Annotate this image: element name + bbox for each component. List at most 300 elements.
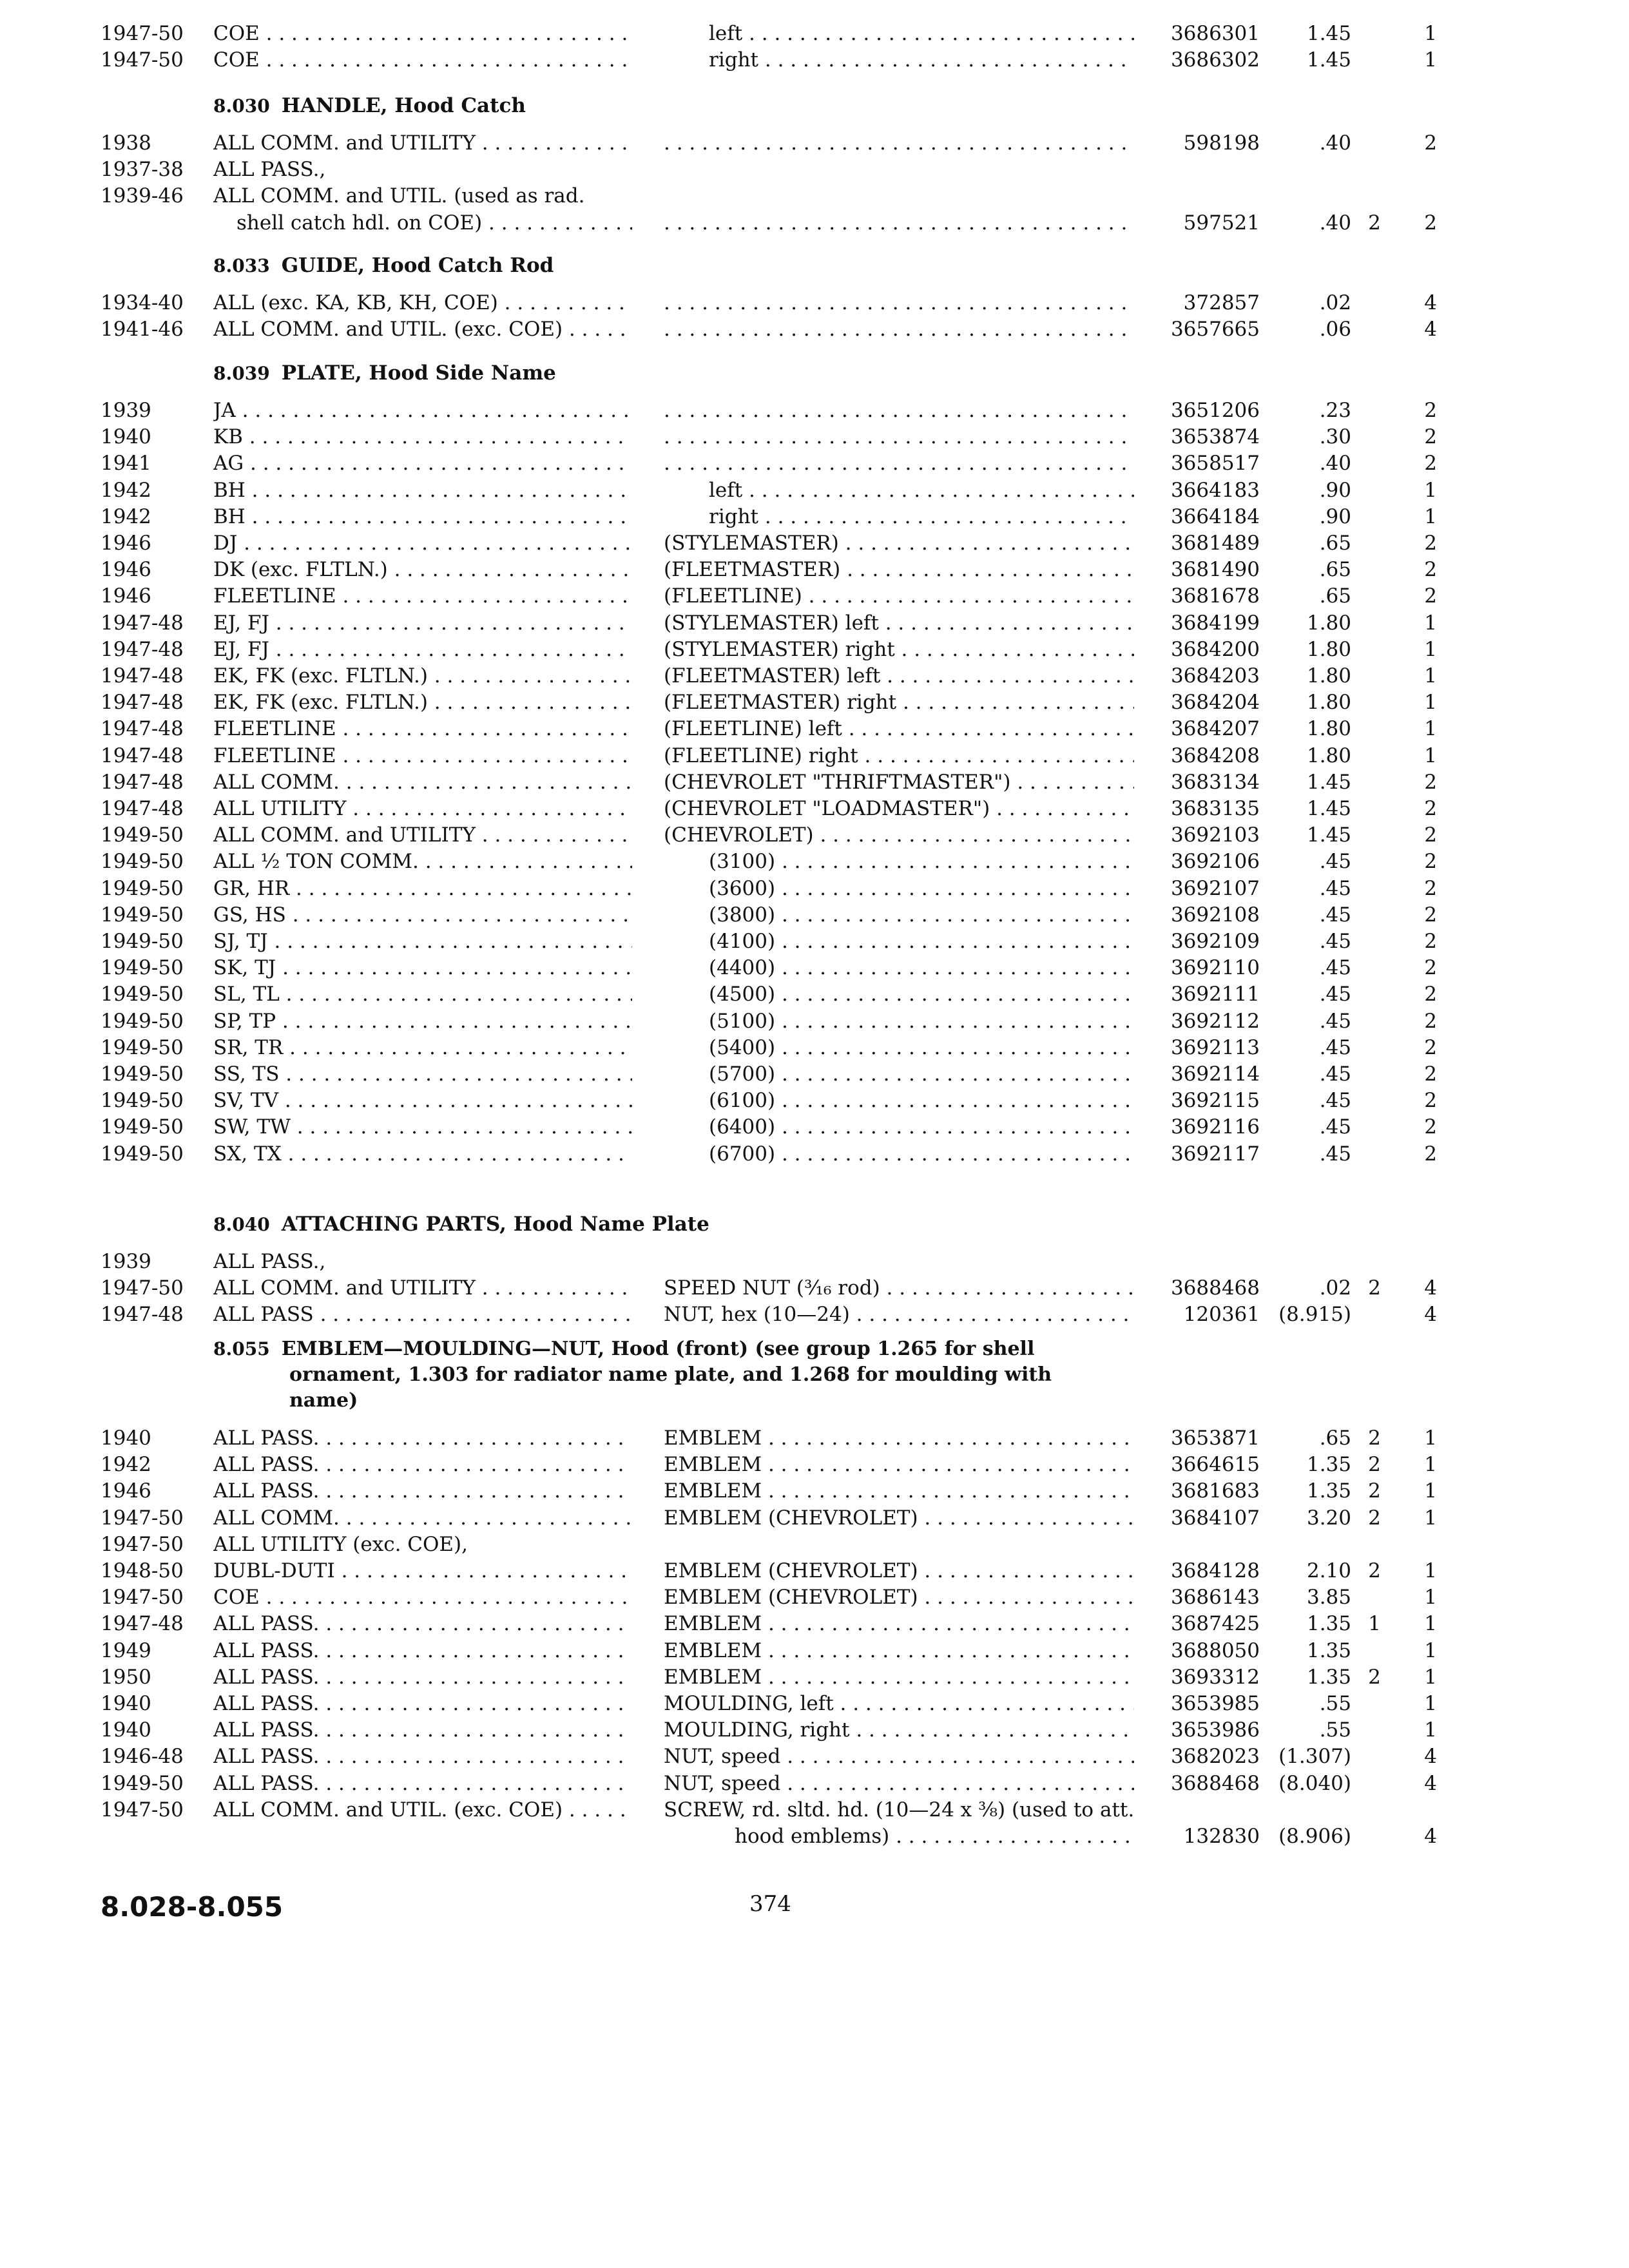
quantity-b: 1 [1424, 1479, 1437, 1503]
model-text: ALL COMM. and UTILITY [213, 131, 476, 155]
description-text: MOULDING, right [664, 1718, 850, 1742]
description-cell [664, 847, 1134, 876]
description-text: NUT, speed [664, 1772, 781, 1795]
parts-row [0, 609, 1629, 637]
model-cell [213, 582, 632, 610]
part-number: 3682023 [1170, 1745, 1260, 1768]
part-number: 3692111 [1170, 983, 1260, 1006]
description-cell [664, 209, 1134, 237]
description-cell [664, 1583, 1134, 1611]
part-number: 132830 [1183, 1825, 1260, 1848]
quantity-a: 2 [1368, 1427, 1381, 1450]
quantity-a: 2 [1368, 1453, 1381, 1476]
part-number: 3683134 [1170, 771, 1260, 794]
list-price: .40 [1319, 131, 1351, 155]
model-text: FLEETLINE [213, 584, 336, 608]
parts-row [0, 954, 1629, 982]
quantity-b: 4 [1424, 1825, 1437, 1848]
model-cell [213, 1583, 632, 1611]
quantity-b: 2 [1424, 131, 1437, 155]
description-cell [664, 46, 1134, 74]
parts-row [0, 46, 1629, 74]
year-cell: 1949-50 [101, 1089, 184, 1112]
quantity-b: 1 [1424, 1559, 1437, 1582]
description-text: NUT, speed [664, 1745, 781, 1768]
part-number: 3688050 [1170, 1639, 1260, 1662]
list-price: 1.80 [1306, 691, 1351, 714]
description-text: (6700) [709, 1142, 776, 1166]
quantity-b: 2 [1424, 584, 1437, 608]
quantity-b: 2 [1424, 823, 1437, 847]
part-number: 3692103 [1170, 823, 1260, 847]
model-cell [213, 209, 632, 237]
model-text: SX, TX [213, 1142, 282, 1166]
description-text: (FLEETLINE) right [664, 744, 858, 767]
part-number: 3692115 [1170, 1089, 1260, 1112]
list-price: .45 [1319, 956, 1351, 979]
model-cell [213, 742, 632, 770]
year-cell: 1949-50 [101, 1772, 184, 1795]
section-number: 8.039 [213, 363, 270, 384]
model-text: ALL PASS. [213, 1427, 320, 1450]
part-number: 597521 [1183, 211, 1260, 235]
list-price: .45 [1319, 930, 1351, 953]
parts-row [0, 1557, 1629, 1585]
year-cell: 1946-48 [101, 1745, 184, 1768]
model-cell [213, 1033, 632, 1062]
year-cell: 1947-48 [101, 1612, 184, 1635]
parts-row [0, 742, 1629, 770]
parts-row [0, 1530, 1629, 1559]
parts-row [0, 1086, 1629, 1115]
year-cell: 1946 [101, 532, 151, 555]
section-number: 8.030 [213, 95, 270, 117]
list-price: .06 [1319, 318, 1351, 341]
description-cell [664, 1822, 1134, 1850]
parts-row [0, 1033, 1629, 1062]
quantity-b: 2 [1424, 850, 1437, 873]
model-text: ALL PASS., [213, 158, 326, 181]
model-text: DJ [213, 532, 238, 555]
model-text: FLEETLINE [213, 744, 336, 767]
description-text: (4100) [709, 930, 776, 953]
year-cell: 1947-50 [101, 48, 184, 72]
list-price: 1.35 [1306, 1453, 1351, 1476]
description-cell [664, 794, 1134, 823]
year-cell: 1940 [101, 1718, 151, 1742]
parts-row [0, 423, 1629, 451]
description-cell [664, 529, 1134, 557]
year-cell: 1940 [101, 425, 151, 448]
list-price: .90 [1319, 505, 1351, 528]
section-title: PLATE, Hood Side Name [281, 361, 556, 385]
model-cell [213, 1140, 632, 1168]
part-number: 3651206 [1170, 399, 1260, 422]
quantity-b: 2 [1424, 930, 1437, 953]
part-number: 3692107 [1170, 877, 1260, 900]
model-cell [213, 1663, 632, 1691]
description-cell [664, 954, 1134, 982]
model-text: ALL PASS. [213, 1612, 320, 1635]
parts-row [0, 209, 1629, 237]
model-cell [213, 46, 632, 74]
parts-row [0, 1583, 1629, 1611]
part-number: 3664183 [1170, 479, 1260, 502]
year-cell: 1949-50 [101, 983, 184, 1006]
parts-row [0, 821, 1629, 849]
list-price: .65 [1319, 584, 1351, 608]
section-number: 8.040 [213, 1214, 270, 1235]
model-text: ALL PASS. [213, 1479, 320, 1503]
model-cell [213, 1086, 632, 1115]
year-cell: 1947-50 [101, 1798, 184, 1821]
year-cell: 1946 [101, 1479, 151, 1503]
part-number: 3692113 [1170, 1036, 1260, 1059]
year-cell: 1949-50 [101, 850, 184, 873]
year-cell: 1939 [101, 1250, 151, 1273]
year-cell: 1946 [101, 558, 151, 581]
quantity-b: 2 [1424, 1010, 1437, 1033]
part-number: 3687425 [1170, 1612, 1260, 1635]
section-title-cont: ornament, 1.303 for radiator name plate, and 1.268 for moulding with [289, 1363, 1052, 1386]
description-cell [664, 1033, 1134, 1062]
description-cell [664, 1300, 1134, 1329]
quantity-b: 1 [1424, 22, 1437, 45]
description-cell [664, 1113, 1134, 1141]
description-text: (FLEETLINE) [664, 584, 802, 608]
model-text: ALL (exc. KA, KB, KH, COE) [213, 291, 498, 314]
part-number: 3653874 [1170, 425, 1260, 448]
model-text: ALL PASS. [213, 1692, 320, 1715]
section-number: 8.055 [213, 1338, 270, 1360]
description-text: (STYLEMASTER) left [664, 611, 879, 635]
description-cell [664, 1274, 1134, 1302]
model-text: COE [213, 1586, 260, 1609]
part-number: 3653985 [1170, 1692, 1260, 1715]
model-text: ALL PASS. [213, 1772, 320, 1795]
model-text: ALL COMM. [213, 771, 340, 794]
description-cell [664, 1086, 1134, 1115]
description-cell [664, 1557, 1134, 1585]
model-cell [213, 821, 632, 849]
quantity-a: 2 [1368, 1506, 1381, 1530]
model-cell [213, 1610, 632, 1638]
section-title: ATTACHING PARTS, Hood Name Plate [281, 1213, 709, 1236]
model-text: ALL PASS. [213, 1718, 320, 1742]
parts-row [0, 155, 1629, 184]
description-text: SPEED NUT (³⁄₁₆ rod) [664, 1276, 880, 1300]
description-cell [664, 768, 1134, 796]
description-text: SCREW, rd. sltd. hd. (10—24 x ³⁄₈) (used to att. [664, 1798, 1134, 1821]
parts-row [0, 662, 1629, 690]
description-text: EMBLEM [664, 1453, 762, 1476]
model-text: ALL PASS. [213, 1666, 320, 1689]
year-cell: 1949-50 [101, 1115, 184, 1139]
description-text: EMBLEM [664, 1639, 762, 1662]
model-text: EJ, FJ [213, 611, 269, 635]
list-price: .45 [1319, 1036, 1351, 1059]
model-text: AG [213, 452, 244, 475]
description-text: hood emblems) [735, 1825, 890, 1848]
model-cell [213, 449, 632, 477]
parts-row [0, 1796, 1629, 1824]
model-cell [213, 1637, 632, 1665]
parts-row [0, 1610, 1629, 1638]
quantity-b: 2 [1424, 771, 1437, 794]
part-number: 3686302 [1170, 48, 1260, 72]
description-cell [664, 1504, 1134, 1532]
year-cell: 1941 [101, 452, 151, 475]
year-cell: 1949-50 [101, 1036, 184, 1059]
year-cell: 1949-50 [101, 1142, 184, 1166]
parts-row [0, 503, 1629, 531]
parts-row [0, 476, 1629, 505]
description-text: left [709, 479, 743, 502]
parts-row [0, 1274, 1629, 1302]
description-cell [664, 1663, 1134, 1691]
parts-row [0, 289, 1629, 317]
list-price: (8.915) [1278, 1303, 1351, 1326]
model-text: ALL COMM. and UTIL. (exc. COE) [213, 318, 563, 341]
description-cell [664, 1742, 1134, 1771]
part-number: 3692106 [1170, 850, 1260, 873]
list-price: (8.040) [1278, 1772, 1351, 1795]
description-cell [664, 582, 1134, 610]
quantity-a: 2 [1368, 1559, 1381, 1582]
parts-row [0, 1663, 1629, 1691]
parts-row [0, 1450, 1629, 1479]
model-cell [213, 315, 632, 343]
year-cell: 1947-48 [101, 611, 184, 635]
part-number: 3684199 [1170, 611, 1260, 635]
part-number: 3692110 [1170, 956, 1260, 979]
model-text: BH [213, 479, 246, 502]
year-cell: 1949-50 [101, 877, 184, 900]
quantity-b: 2 [1424, 1089, 1437, 1112]
quantity-b: 2 [1424, 558, 1437, 581]
model-cell [213, 847, 632, 876]
quantity-b: 2 [1424, 956, 1437, 979]
list-price: (1.307) [1278, 1745, 1351, 1768]
list-price: .45 [1319, 1115, 1351, 1139]
part-number: 3692114 [1170, 1062, 1260, 1086]
section-title: HANDLE, Hood Catch [281, 94, 526, 117]
model-cell [213, 1113, 632, 1141]
model-text: DK (exc. FLTLN.) [213, 558, 388, 581]
description-text: (STYLEMASTER) [664, 532, 839, 555]
year-cell: 1949-50 [101, 1010, 184, 1033]
parts-row [0, 635, 1629, 664]
model-text: ALL UTILITY [213, 797, 347, 820]
description-cell [664, 423, 1134, 451]
part-number: 3681683 [1170, 1479, 1260, 1503]
model-cell [213, 980, 632, 1008]
year-cell: 1947-50 [101, 1533, 184, 1556]
model-cell [213, 1300, 632, 1329]
list-price: 1.45 [1306, 48, 1351, 72]
part-number: 3686301 [1170, 22, 1260, 45]
quantity-b: 1 [1424, 611, 1437, 635]
list-price: .02 [1319, 291, 1351, 314]
parts-row [0, 847, 1629, 876]
model-cell [213, 1450, 632, 1479]
description-cell [664, 927, 1134, 956]
section-title: EMBLEM—MOULDING—NUT, Hood (front) (see group 1.265 for shell [281, 1338, 1035, 1360]
quantity-b: 2 [1424, 452, 1437, 475]
description-text: (CHEVROLET "THRIFTMASTER") [664, 771, 1011, 794]
parts-row [0, 529, 1629, 557]
description-cell [664, 476, 1134, 505]
model-text: GS, HS [213, 903, 286, 927]
section-heading [213, 1336, 1141, 1414]
quantity-b: 4 [1424, 291, 1437, 314]
quantity-b: 4 [1424, 1303, 1437, 1326]
quantity-b: 1 [1424, 1586, 1437, 1609]
section-heading [213, 360, 556, 387]
year-cell: 1937-38 [101, 158, 184, 181]
model-cell [213, 609, 632, 637]
part-number: 3684128 [1170, 1559, 1260, 1582]
list-price: 1.45 [1306, 823, 1351, 847]
year-cell: 1949-50 [101, 823, 184, 847]
model-text: GR, HR [213, 877, 290, 900]
description-cell [664, 555, 1134, 584]
description-text: (6100) [709, 1089, 776, 1112]
description-text: MOULDING, left [664, 1692, 834, 1715]
quantity-b: 2 [1424, 399, 1437, 422]
list-price: 1.80 [1306, 611, 1351, 635]
description-cell [664, 19, 1134, 48]
model-cell [213, 954, 632, 982]
description-cell [664, 901, 1134, 929]
quantity-b: 2 [1424, 797, 1437, 820]
parts-row [0, 1716, 1629, 1744]
part-number: 3653871 [1170, 1427, 1260, 1450]
model-cell [213, 715, 632, 743]
model-cell [213, 1769, 632, 1798]
quantity-b: 1 [1424, 691, 1437, 714]
section-title-cont: name) [289, 1389, 358, 1412]
list-price: .45 [1319, 903, 1351, 927]
model-cell [213, 1557, 632, 1585]
list-price: .45 [1319, 1089, 1351, 1112]
quantity-b: 1 [1424, 1612, 1437, 1635]
part-number: 3684203 [1170, 664, 1260, 687]
year-cell: 1948-50 [101, 1559, 184, 1582]
model-cell [213, 688, 632, 716]
parts-row [0, 182, 1629, 210]
model-text: SK, TJ [213, 956, 276, 979]
description-text: (4400) [709, 956, 776, 979]
quantity-a: 2 [1368, 1276, 1381, 1300]
quantity-b: 4 [1424, 1276, 1437, 1300]
year-cell: 1934-40 [101, 291, 184, 314]
quantity-b: 2 [1424, 211, 1437, 235]
description-cell [664, 1140, 1134, 1168]
year-cell: 1947-50 [101, 22, 184, 45]
model-text: SJ, TJ [213, 930, 268, 953]
parts-row [0, 980, 1629, 1008]
parts-row [0, 1424, 1629, 1452]
parts-row [0, 1689, 1629, 1718]
year-cell: 1947-50 [101, 1586, 184, 1609]
model-cell [213, 129, 632, 157]
model-cell [213, 874, 632, 903]
year-cell: 1942 [101, 1453, 151, 1476]
year-cell: 1942 [101, 505, 151, 528]
quantity-b: 1 [1424, 1666, 1437, 1689]
model-text: ALL COMM. and UTILITY [213, 1276, 476, 1300]
quantity-a: 2 [1368, 1666, 1381, 1689]
description-text: (CHEVROLET "LOADMASTER") [664, 797, 990, 820]
description-cell [664, 1477, 1134, 1505]
list-price: .30 [1319, 425, 1351, 448]
part-number: 3684207 [1170, 717, 1260, 740]
description-text: (3100) [709, 850, 776, 873]
list-price: .90 [1319, 479, 1351, 502]
parts-row [0, 1822, 1629, 1850]
quantity-b: 2 [1424, 877, 1437, 900]
quantity-b: 1 [1424, 505, 1437, 528]
model-cell [213, 289, 632, 317]
model-cell [213, 1716, 632, 1744]
parts-row [0, 768, 1629, 796]
model-text: ALL PASS., [213, 1250, 326, 1273]
parts-row [0, 688, 1629, 716]
model-text: EJ, FJ [213, 638, 269, 661]
list-price: .55 [1319, 1692, 1351, 1715]
model-text: DUBL-DUTI [213, 1559, 335, 1582]
list-price: 2.10 [1306, 1559, 1351, 1582]
description-text: (CHEVROLET) [664, 823, 814, 847]
parts-row [0, 1769, 1629, 1798]
description-cell [664, 609, 1134, 637]
description-text: EMBLEM [664, 1479, 762, 1503]
year-cell: 1947-50 [101, 1276, 184, 1300]
description-text: (FLEETMASTER) [664, 558, 841, 581]
parts-row [0, 1477, 1629, 1505]
year-cell: 1949 [101, 1639, 151, 1662]
quantity-a: 1 [1368, 1612, 1381, 1635]
year-cell: 1947-48 [101, 1303, 184, 1326]
list-price: .45 [1319, 983, 1351, 1006]
parts-row [0, 1247, 1629, 1276]
parts-row [0, 315, 1629, 343]
parts-row [0, 449, 1629, 477]
quantity-b: 1 [1424, 1427, 1437, 1450]
model-text: ALL COMM. and UTIL. (exc. COE) [213, 1798, 563, 1821]
description-cell [664, 1060, 1134, 1088]
description-cell [664, 1716, 1134, 1744]
parts-row [0, 715, 1629, 743]
part-number: 3684208 [1170, 744, 1260, 767]
part-number: 3692109 [1170, 930, 1260, 953]
parts-row [0, 1113, 1629, 1141]
quantity-a: 2 [1368, 211, 1381, 235]
description-cell [664, 1007, 1134, 1035]
list-price: .65 [1319, 532, 1351, 555]
parts-row [0, 1060, 1629, 1088]
parts-row [0, 901, 1629, 929]
part-number: 3692108 [1170, 903, 1260, 927]
list-price: 1.45 [1306, 22, 1351, 45]
quantity-b: 1 [1424, 1453, 1437, 1476]
model-cell [213, 768, 632, 796]
part-number: 3664615 [1170, 1453, 1260, 1476]
model-cell [213, 1060, 632, 1088]
parts-row [0, 129, 1629, 157]
list-price: .55 [1319, 1718, 1351, 1742]
